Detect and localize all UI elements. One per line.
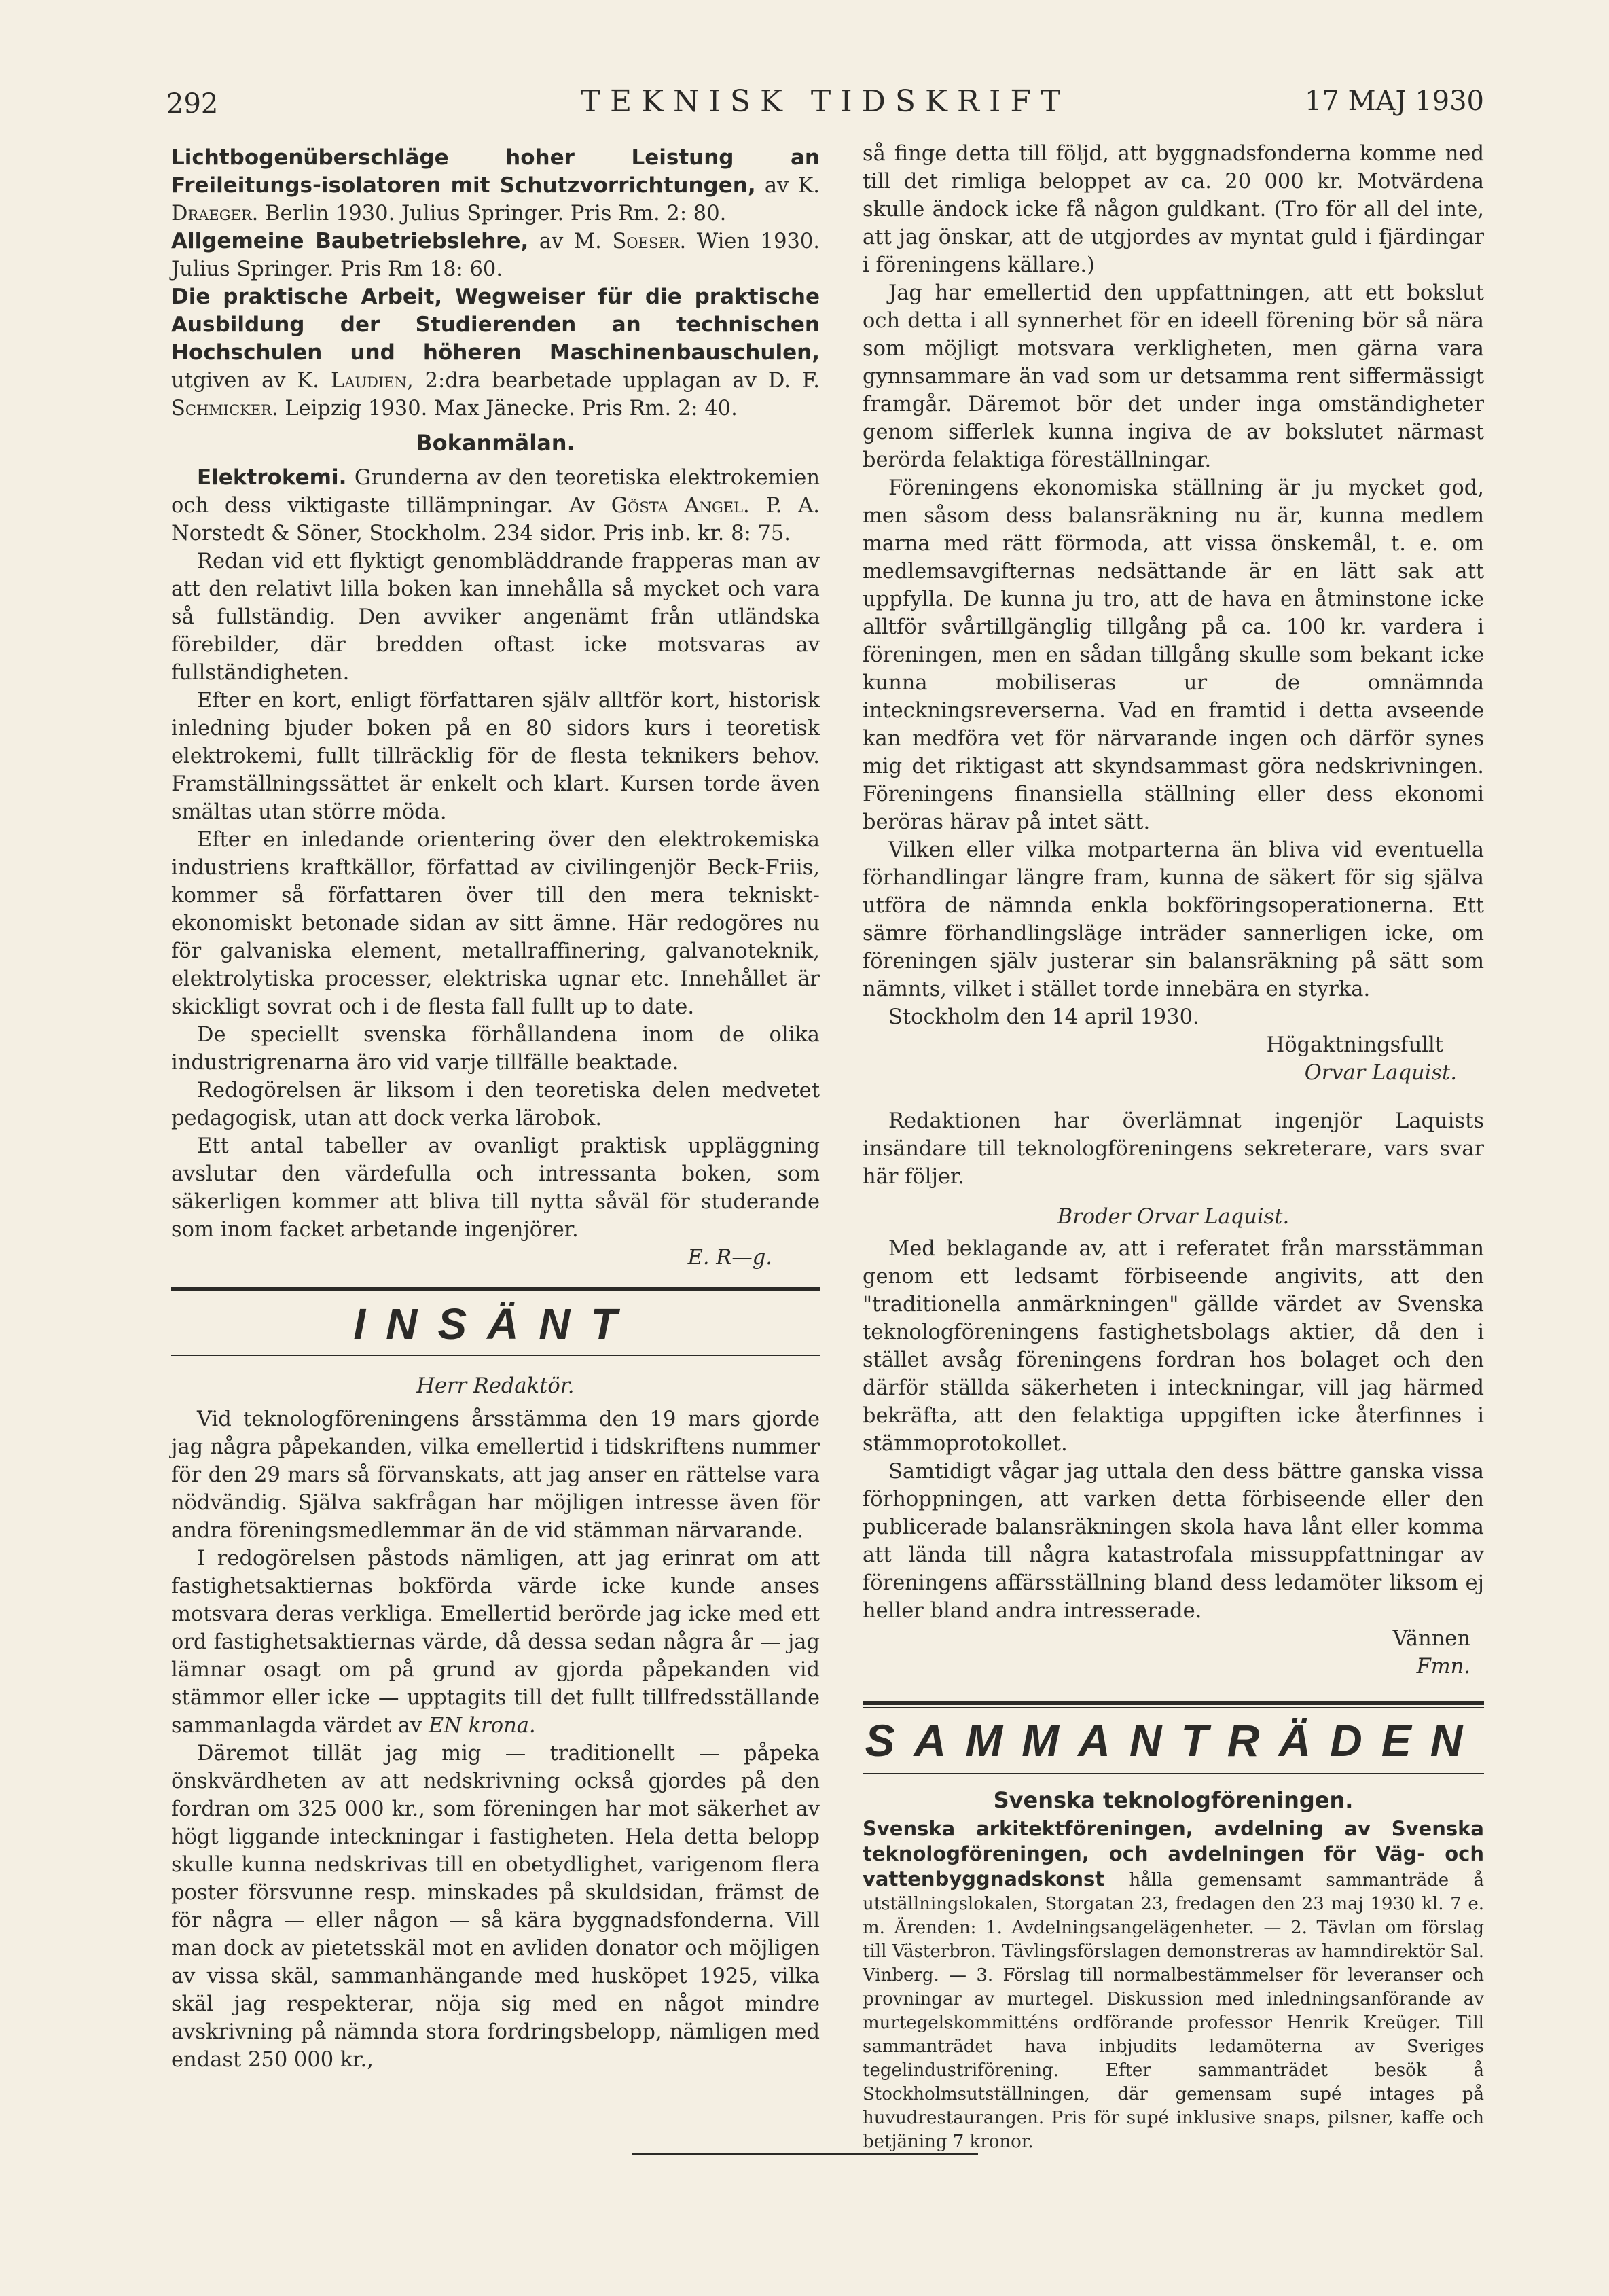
letter-paragraph: så finge detta till följd, att byggnadsfonderna komme ned till det rimliga beloppet av ca. 20 000 kr. Motvärdena skulle ändock icke få någon guldkant. (Tro för all del inte, att jag önskar, att de utgjordes av myntat guld i fjärdingar i föreningens källare.): [863, 142, 1484, 277]
divider: [171, 1287, 820, 1293]
sammantraden-heading: SAMMANTRÄDEN: [865, 1715, 1482, 1765]
journal-title: TEKNISK TIDSKRIFT: [580, 84, 1070, 119]
review-paragraph: Redan vid ett flyktigt genombläddrande frapperas man av att den relativt lilla boken kan innehålla så mycket och vara så fullständig. Den avviker angenämt från utländska förebilder, där bredden oftast icke motsvaras av fullständigheten.: [171, 550, 820, 685]
review-signature: E. R—g.: [687, 1246, 772, 1270]
editor-note: Redaktionen har överlämnat ingenjör Laquists insändare till teknologföreningens sekreterare, vars svar här följer.: [863, 1109, 1484, 1189]
review-paragraph: Efter en kort, enligt författaren själv alltför kort, historisk inledning bjuder boken på en 80 sidors kurs i teoretisk elektrokemi, fullt tillräcklig för de flesta teknikers behov. Framställningssättet är enkelt och klart. Kursen torde även smältas utan större möda.: [171, 689, 820, 824]
sammantraden-section-header: [863, 1701, 1484, 1774]
review-intro: Elektrokemi. Grunderna av den teoretiska elektrokemien och dess viktigaste tillämpningar. Av Gösta Angel. P. A. Norstedt & Söner, Stockholm. 234 sidor. Pris inb. kr. 8: 75.: [171, 465, 820, 545]
letter-salutation: Herr Redaktör.: [416, 1374, 575, 1398]
review-paragraph: Redogörelsen är liksom i den teoretiska delen medvetet pedagogisk, utan att dock verka lärobok.: [171, 1079, 820, 1130]
letter-place-date: Stockholm den 14 april 1930.: [888, 1005, 1199, 1029]
divider: [171, 1355, 820, 1356]
book-listing-2: Allgemeine Baubetriebslehre, av M. Soeser. Wien 1930. Julius Springer. Pris Rm 18: 60.: [171, 229, 820, 281]
divider: [863, 1701, 1484, 1708]
left-column: [171, 144, 820, 2074]
book-listing-3: Die praktische Arbeit, Wegweiser für die praktische Ausbildung der Studierenden an technischen Hochschulen und höheren Maschinenbauschulen, utgiven av K. Laudien, 2:dra bearbetade upplagan av D. F. Schmicker. Leipzig 1930. Max Jänecke. Pris Rm. 2: 40.: [171, 285, 820, 420]
issue-date: 17 MAJ 1930: [1304, 86, 1484, 117]
reply-signature: Fmn.: [1416, 1655, 1470, 1679]
letter-paragraph: Jag har emellertid den uppfattningen, att ett bokslut och detta i all synnerhet för en ideell förening bör så nära som möjligt motsvara verkligheten, men gärna vara gynnsammare än vad som ur detsamma rent siffermässigt framgår. Däremot bör det under inga omständigheter genom sifferlek kunna ingiva de av bokslutet närmast berörda felaktiga föreställningar.: [863, 281, 1484, 472]
review-paragraph: De speciellt svenska förhållandena inom de olika industrigrenarna äro vid varje tillfälle beaktade.: [171, 1023, 820, 1075]
review-paragraph: Ett antal tabeller av ovanligt praktisk uppläggning avslutar den värdefulla och intressanta boken, som säkerligen kommer att bliva till nytta såväl för studerande som inom facket arbetande ingenjörer.: [171, 1134, 820, 1242]
review-paragraph: Efter en inledande orientering över den elektrokemiska industriens kraftkällor, författad av civilingenjör Beck-Friis, kommer så författaren över till den mera tekniskt-ekonomiskt betonade sidan av sitt ämne. Här redogöres nu för galvaniska element, metallraffinering, galvanoteknik, elektrolytiska processer, elektriska ugnar etc. Innehållet är skickligt sovrat och i de flesta fall fullt up to date.: [171, 828, 820, 1019]
page-header: [166, 76, 1484, 124]
reply-salutation: Broder Orvar Laquist.: [1057, 1205, 1290, 1229]
meeting-notice: Svenska arkitektföreningen, avdelning av Svenska teknologföreningen, och avdelningen för Väg- och vattenbyggnadskonst hålla gemensamt sammanträde å utställningslokalen, Storgatan 23, fredagen den 23 maj 1930 kl. 7 e. m. Ärenden: 1. Avdelningsangelägenheter. — 2. Tävlan om förslag till Västerbron. Tävlingsförslagen demonstreras av hamndirektör Sal. Vinberg. — 3. Förslag till normalbestämmelser för leveranser och provningar av murtegel. Diskussion med inledningsanförande av murtegelskommitténs ordförande professor Henrik Kreüger. Till sammanträdet hava inbjudits ledamöterna av Sveriges tegelindustriförening. Efter sammanträdet besök å Stockholmsutställningen, där gemensam supé intages på huvudrestaurangen. Pris för supé inklusive snaps, pilsner, kaffe och betjäning 7 kronor.: [863, 1817, 1484, 2152]
letter-paragraph: Föreningens ekonomiska ställning är ju mycket god, men såsom dess balansräkning nu är, kunna medlem marna med rätt förmoda, att vissa önskemål, t. e. om medlemsavgifternas nedsättande är en lätt sak att uppfylla. De kunna ju tro, att de hava en åtminstone icke alltför svårtillgänglig tillgång på ca. 100 kr. vardera i föreningen, men en sådan tillgång skulle som bekant icke kunna mobiliseras ur de omnämnda inteckningsreverserna. Vad en framtid i detta avseende kan medföra vet för närvarande ingen och därför synes mig det riktigast att skyndsammast göra nedskrivningen. Föreningens finansiella ställning eller dess ekonomi beröras härav på intet sätt.: [863, 476, 1484, 834]
insant-heading: INSÄNT: [353, 1299, 638, 1348]
bokanmalan-heading: Bokanmälan.: [416, 430, 575, 456]
letter-closing: Högaktningsfullt: [1266, 1033, 1443, 1057]
bottom-divider: [632, 2153, 978, 2155]
book-listing-1: Lichtbogenüberschläge hoher Leistung an Freileitungs-isolatoren mit Schutzvorrichtungen, av K. Draeger. Berlin 1930. Julius Springer. Pris Rm. 2: 80.: [171, 145, 820, 226]
right-column: [863, 140, 1484, 2154]
insant-section-header: [171, 1287, 820, 1356]
letter-paragraph: Däremot tillät jag mig — traditionellt — påpeka önskvärdheten av att nedskrivning också gjordes på den fordran om 325 000 kr., som föreningen har mot säkerhet av högt liggande inteckningar i fastigheten. Hela detta belopp skulle kunna nedskrivas till en obetydlighet, varigenom flera poster försvunne resp. minskades på skuldsidan, främst de för några — eller någon — så kära byggnadsfonderna. Vill man dock av pietetsskäl mot en avliden donator och möjligen av vissa skäl, sammanhängande med husköpet 1925, vilka skäl jag respekterar, nöja sig med en något mindre avskrivning på nämnda stora fordringsbelopp, nämligen med endast 250 000 kr.,: [171, 1742, 820, 2072]
reply-closing: Vännen: [1392, 1627, 1470, 1651]
page-number: 292: [166, 88, 219, 120]
reply-paragraph: Med beklagande av, att i referatet från marsstämman genom ett ledsamt förbiseende angivits, att den "traditionella anmärkningen" gällde värdet av Svenska teknologföreningens fastighetsbolags aktier, då den i stället avsåg föreningens fordran hos bolaget och den därför ställda säkerheten i inteckningar, vill jag härmed bekräfta, att den felaktiga uppgiften icke återfinnes i stämmoprotokollet.: [863, 1237, 1484, 1456]
divider: [863, 1773, 1484, 1774]
letter-paragraph: Vid teknologföreningens årsstämma den 19 mars gjorde jag några påpekanden, vilka emellertid i tidskriftens nummer för den 29 mars så förvanskats, att jag anser en rättelse vara nödvändig. Själva sakfrågan har möjligen intresse även för andra föreningsmedlemmar än de vid stämman närvarande.: [171, 1407, 820, 1543]
letter-paragraph: I redogörelsen påstods nämligen, att jag erinrat om att fastighetsaktiernas bokförda värde icke kunde anses motsvara deras verkliga. Emellertid berörde jag icke med ett ord fastighetsaktiernas värde, då dessa sedan några år — jag lämnar osagt om på grund av gjorda påpekanden vid stämmor eller icke — upptagits till det fullt tillfredsställande sammanlagda värdet av EN krona.: [171, 1547, 820, 1738]
letter-paragraph: Vilken eller vilka motparterna än bliva vid eventuella förhandlingar längre fram, kunna de säkert för sig själva utföra de nämnda enkla bokföringsoperationerna. Ett sämre förhandlingsläge inträder sannerligen icke, om föreningen själv justerar sin balansräkning på sätt som nämnts, vilket i stället torde innebära en styrka.: [863, 838, 1484, 1001]
letter-signature: Orvar Laquist.: [1304, 1061, 1457, 1085]
reply-paragraph: Samtidigt vågar jag uttala den dess bättre ganska vissa förhoppningen, att varken detta förbiseende eller den publicerade balansräkningen skola hava lånt eller komma att lända till några katastrofala missuppfattningar av föreningens affärsställning bland dess ledamöter liksom ej heller bland andra intresserade.: [863, 1460, 1484, 1623]
organization-heading: Svenska teknologföreningen.: [993, 1787, 1354, 1813]
